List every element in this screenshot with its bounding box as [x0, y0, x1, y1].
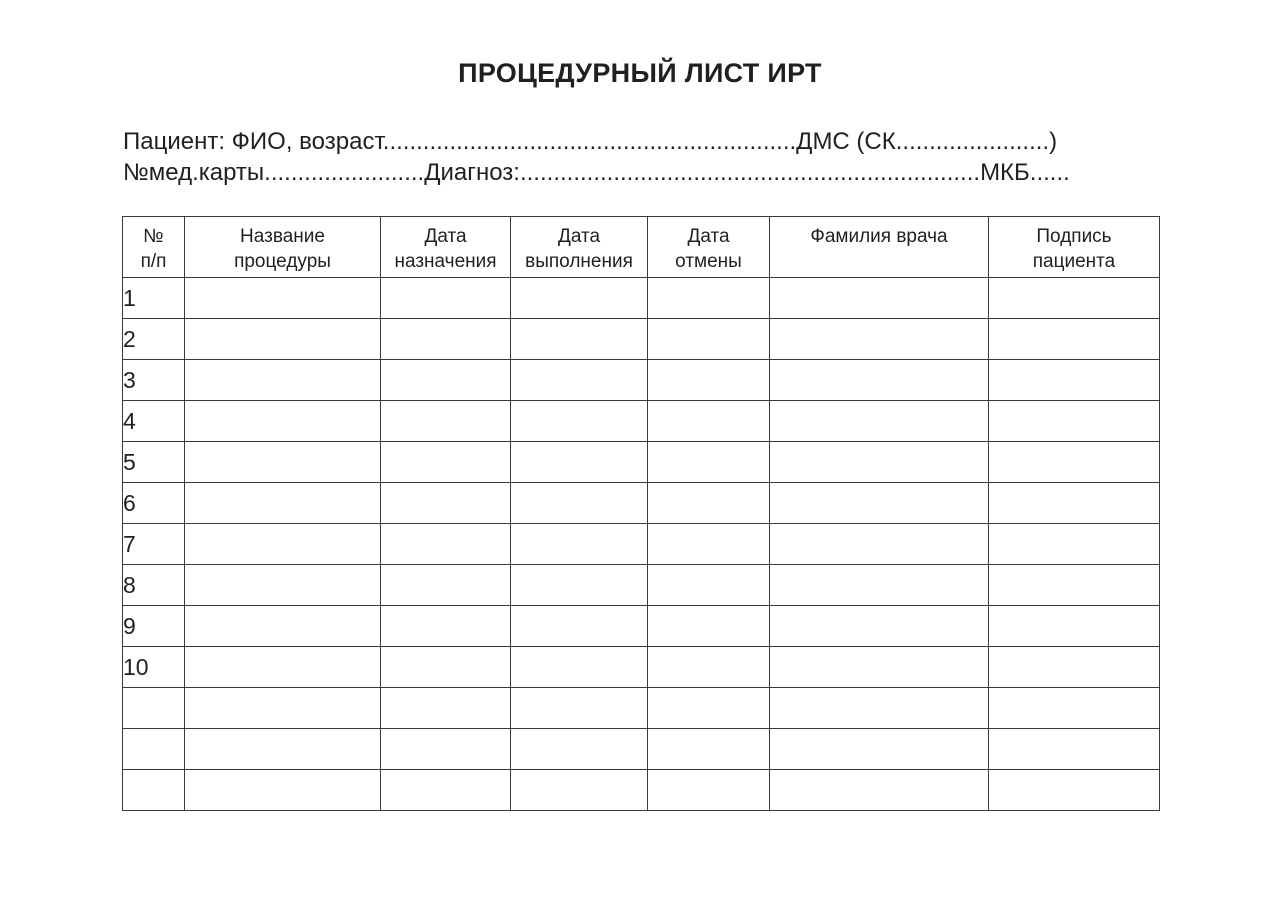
column-header-procedure: Название процедуры	[185, 217, 381, 278]
assigned-date-cell	[381, 688, 511, 729]
table-row	[123, 688, 1160, 729]
doctor-cell	[770, 278, 989, 319]
row-number-cell: 8	[123, 565, 185, 606]
cancel-date-cell	[648, 647, 770, 688]
procedure-name-cell	[185, 524, 381, 565]
cancel-date-cell	[648, 401, 770, 442]
assigned-date-cell	[381, 278, 511, 319]
cancel-date-cell	[648, 278, 770, 319]
column-header-cancel-date: Дата отмены	[648, 217, 770, 278]
row-number-cell: 7	[123, 524, 185, 565]
doctor-cell	[770, 647, 989, 688]
procedure-name-cell	[185, 647, 381, 688]
procedure-name-cell	[185, 770, 381, 811]
patient-info-line: Пациент: ФИО, возраст..............................................................ДМС (СК.......................)	[123, 128, 1058, 155]
signature-cell	[989, 319, 1160, 360]
performed-date-cell	[511, 401, 648, 442]
page-title: ПРОЦЕДУРНЫЙ ЛИСТ ИРТ	[458, 58, 822, 88]
doctor-cell	[770, 770, 989, 811]
row-number-cell: 4	[123, 401, 185, 442]
signature-cell	[989, 360, 1160, 401]
doctor-cell	[770, 729, 989, 770]
table-row	[123, 360, 1160, 401]
performed-date-cell	[511, 729, 648, 770]
doctor-cell	[770, 442, 989, 483]
assigned-date-cell	[381, 360, 511, 401]
performed-date-cell	[511, 278, 648, 319]
doctor-cell	[770, 483, 989, 524]
table-row	[123, 442, 1160, 483]
table-row	[123, 565, 1160, 606]
assigned-date-cell	[381, 401, 511, 442]
cancel-date-cell	[648, 688, 770, 729]
doctor-cell	[770, 688, 989, 729]
doctor-cell	[770, 319, 989, 360]
cancel-date-cell	[648, 606, 770, 647]
signature-cell	[989, 524, 1160, 565]
procedure-name-cell	[185, 606, 381, 647]
procedure-name-cell	[185, 278, 381, 319]
procedure-name-cell	[185, 729, 381, 770]
table-row	[123, 278, 1160, 319]
doctor-cell	[770, 565, 989, 606]
signature-cell	[989, 401, 1160, 442]
doctor-cell	[770, 360, 989, 401]
signature-cell	[989, 606, 1160, 647]
row-number-cell: 2	[123, 319, 185, 360]
table-row	[123, 401, 1160, 442]
card-diagnosis-line: №мед.карты........................Диагноз:.....................................................................МКБ......	[123, 159, 1070, 186]
assigned-date-cell	[381, 606, 511, 647]
table-row	[123, 647, 1160, 688]
row-number-cell: 10	[123, 647, 185, 688]
column-header-doctor: Фамилия врача	[770, 217, 989, 278]
signature-cell	[989, 442, 1160, 483]
assigned-date-cell	[381, 319, 511, 360]
row-number-cell: 1	[123, 278, 185, 319]
procedure-name-cell	[185, 360, 381, 401]
cancel-date-cell	[648, 483, 770, 524]
assigned-date-cell	[381, 524, 511, 565]
doctor-cell	[770, 524, 989, 565]
assigned-date-cell	[381, 647, 511, 688]
signature-cell	[989, 483, 1160, 524]
performed-date-cell	[511, 565, 648, 606]
performed-date-cell	[511, 319, 648, 360]
procedure-name-cell	[185, 565, 381, 606]
table-row	[123, 770, 1160, 811]
signature-cell	[989, 688, 1160, 729]
table-row	[123, 606, 1160, 647]
procedure-table	[122, 216, 1160, 811]
doctor-cell	[770, 401, 989, 442]
cancel-date-cell	[648, 729, 770, 770]
table-row	[123, 729, 1160, 770]
procedure-name-cell	[185, 442, 381, 483]
cancel-date-cell	[648, 770, 770, 811]
cancel-date-cell	[648, 319, 770, 360]
performed-date-cell	[511, 770, 648, 811]
cancel-date-cell	[648, 565, 770, 606]
table-row	[123, 524, 1160, 565]
signature-cell	[989, 278, 1160, 319]
procedure-name-cell	[185, 401, 381, 442]
table-header-row	[123, 217, 1160, 278]
assigned-date-cell	[381, 565, 511, 606]
signature-cell	[989, 647, 1160, 688]
assigned-date-cell	[381, 729, 511, 770]
row-number-cell: 5	[123, 442, 185, 483]
row-number-cell: 3	[123, 360, 185, 401]
table-row	[123, 319, 1160, 360]
row-number-cell	[123, 688, 185, 729]
performed-date-cell	[511, 688, 648, 729]
assigned-date-cell	[381, 770, 511, 811]
performed-date-cell	[511, 606, 648, 647]
column-header-signature: Подпись пациента	[989, 217, 1160, 278]
performed-date-cell	[511, 483, 648, 524]
row-number-cell	[123, 729, 185, 770]
cancel-date-cell	[648, 524, 770, 565]
assigned-date-cell	[381, 483, 511, 524]
doctor-cell	[770, 606, 989, 647]
procedure-name-cell	[185, 319, 381, 360]
signature-cell	[989, 770, 1160, 811]
procedure-name-cell	[185, 688, 381, 729]
cancel-date-cell	[648, 442, 770, 483]
row-number-cell: 9	[123, 606, 185, 647]
assigned-date-cell	[381, 442, 511, 483]
row-number-cell: 6	[123, 483, 185, 524]
column-header-assigned-date: Дата назначения	[381, 217, 511, 278]
performed-date-cell	[511, 442, 648, 483]
performed-date-cell	[511, 524, 648, 565]
signature-cell	[989, 729, 1160, 770]
performed-date-cell	[511, 647, 648, 688]
column-header-performed-date: Дата выполнения	[511, 217, 648, 278]
signature-cell	[989, 565, 1160, 606]
cancel-date-cell	[648, 360, 770, 401]
procedure-name-cell	[185, 483, 381, 524]
performed-date-cell	[511, 360, 648, 401]
column-header-number: № п/п	[123, 217, 185, 278]
row-number-cell	[123, 770, 185, 811]
table-row	[123, 483, 1160, 524]
